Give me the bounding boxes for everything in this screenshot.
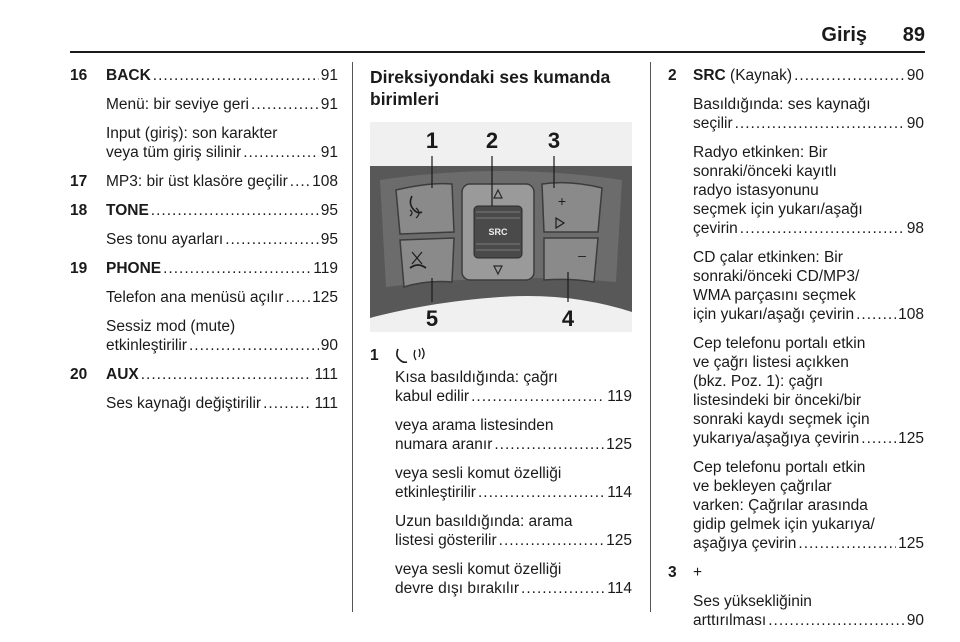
line-text <box>106 394 261 413</box>
toc-line <box>395 483 632 502</box>
hangup-button[interactable] <box>400 238 454 287</box>
sub-line: Radyo etkinken: Bir <box>693 144 828 161</box>
page-title: Giriş <box>821 24 867 46</box>
dot-leader <box>494 435 604 454</box>
dot-leader <box>478 483 605 502</box>
sub-entry <box>106 230 338 249</box>
page-ref[interactable]: 108 <box>898 306 924 323</box>
line-text <box>106 259 161 278</box>
toc-line <box>693 534 924 553</box>
dot-leader <box>225 230 319 249</box>
dot-leader <box>794 66 905 85</box>
sub-last-line: için yukarı/aşağı çevirin <box>693 306 855 323</box>
sub-last-line: Ses tonu ayarları <box>106 231 224 248</box>
sub-line: listesindeki bir önceki/bir <box>693 392 861 409</box>
dot-leader <box>251 95 319 114</box>
entry-19 <box>70 259 338 355</box>
sub-entry <box>395 368 632 406</box>
line-text <box>395 531 497 550</box>
sub-last-line: numara aranır <box>395 436 493 453</box>
sub-line: ve çağrı listesi açıkken <box>693 354 849 371</box>
column-3 <box>668 66 924 640</box>
sub-line: Sessiz mod (mute) <box>106 318 236 335</box>
dot-leader <box>189 336 319 355</box>
sub-last-line: etkinleştirilir <box>106 337 187 354</box>
toc-line <box>693 219 924 238</box>
sub-entry <box>693 458 924 553</box>
sub-line: sonraki kaydı seçmek için <box>693 411 870 428</box>
page-ref[interactable]: 90 <box>906 612 924 629</box>
section-title: Direksiyondaki ses kumanda birimleri <box>370 67 611 109</box>
page-ref[interactable]: 125 <box>312 289 338 306</box>
sub-line: (bkz. Poz. 1): çağrı <box>693 373 824 390</box>
src-label: SRC <box>488 227 508 237</box>
line-text <box>693 611 766 630</box>
page-ref[interactable]: 90 <box>906 67 924 84</box>
column-1 <box>70 66 338 423</box>
entry-body <box>106 259 338 355</box>
dot-leader <box>740 219 905 238</box>
sub-line: Cep telefonu portalı etkin <box>693 335 866 352</box>
sub-last-line: çevirin <box>693 220 738 237</box>
entry-number: 19 <box>70 260 88 277</box>
callout-5: 5 <box>425 306 439 331</box>
sub-line: Kısa basıldığında: çağrı <box>395 369 558 386</box>
page-ref[interactable]: 125 <box>606 532 632 549</box>
page-ref[interactable]: 90 <box>320 337 338 354</box>
dot-leader <box>141 365 313 384</box>
dot-leader <box>290 172 310 191</box>
sub-entry <box>395 560 632 598</box>
sub-last-line: yukarıya/aşağıya çevirin <box>693 430 860 447</box>
page-ref[interactable]: 125 <box>606 436 632 453</box>
entry-keyword: PHONE <box>106 260 162 277</box>
sub-last-line: etkinleştirilir <box>395 484 476 501</box>
toc-line <box>106 172 338 191</box>
entry-body <box>106 201 338 249</box>
toc-line <box>693 611 924 630</box>
sub-last-line: arttırılması <box>693 612 767 629</box>
toc-line <box>106 95 338 114</box>
callout-4: 4 <box>561 306 575 331</box>
item-1 <box>370 346 632 598</box>
line-text <box>693 219 738 238</box>
dot-leader <box>471 387 605 406</box>
page-ref[interactable]: 95 <box>320 202 338 219</box>
entry-body <box>106 172 338 191</box>
line-text <box>693 534 796 553</box>
sub-entry <box>106 288 338 307</box>
page-ref[interactable]: 114 <box>607 580 632 597</box>
sub-entry <box>106 394 338 413</box>
line-text <box>693 114 733 133</box>
plus-label: + <box>557 193 567 209</box>
entry-number: 20 <box>70 366 88 383</box>
minus-label: – <box>578 247 586 263</box>
line-text <box>395 579 519 598</box>
toc-line <box>693 66 924 85</box>
phone-icon <box>397 349 407 362</box>
dot-leader <box>798 534 896 553</box>
sub-entry <box>693 95 924 133</box>
page-ref[interactable]: 111 <box>314 395 338 412</box>
column-divider <box>352 62 353 612</box>
toc-line <box>395 579 632 598</box>
toc-line <box>395 531 632 550</box>
page-ref[interactable]: 91 <box>320 144 338 161</box>
sub-entry <box>693 248 924 324</box>
page-ref[interactable]: 125 <box>898 535 924 552</box>
sub-last-line: Ses kaynağı değiştirilir <box>106 395 262 412</box>
sub-entry <box>106 317 338 355</box>
sub-line: WMA parçasını seçmek <box>693 287 856 304</box>
entry-keyword: AUX <box>106 366 139 383</box>
entry-20 <box>70 365 338 413</box>
callout-1: 1 <box>425 128 439 153</box>
volume-up-button[interactable] <box>542 183 602 232</box>
page-ref[interactable]: 108 <box>312 173 338 190</box>
column-divider <box>650 62 651 612</box>
item-1-icons <box>395 346 632 368</box>
line-text <box>106 172 288 191</box>
sub-entry <box>693 334 924 448</box>
sub-line: radyo istasyonunu <box>693 182 819 199</box>
entry-body <box>693 66 924 553</box>
entry-number: 16 <box>70 67 88 84</box>
entry-2 <box>668 66 924 553</box>
sub-last-line: devre dışı bırakılır <box>395 580 520 597</box>
line-text <box>693 66 792 85</box>
sub-entry <box>106 95 338 114</box>
entry-body <box>106 66 338 162</box>
sub-entry <box>106 124 338 162</box>
sub-last-line: aşağıya çevirin <box>693 535 797 552</box>
callout-2: 2 <box>485 128 499 153</box>
toc-line <box>106 336 338 355</box>
entry-keyword: BACK <box>106 67 151 84</box>
phone-button[interactable] <box>396 184 454 234</box>
sub-line: veya arama listesinden <box>395 417 554 434</box>
toc-line <box>395 435 632 454</box>
toc-line <box>106 288 338 307</box>
toc-line <box>106 143 338 162</box>
line-text <box>693 429 859 448</box>
page-ref[interactable]: 91 <box>320 96 338 113</box>
entry-keyword: TONE <box>106 202 149 219</box>
dot-leader <box>263 394 312 413</box>
sub-line: CD çalar etkinken: Bir <box>693 249 843 266</box>
dot-leader <box>151 201 319 220</box>
steering-controls-illustration <box>370 122 632 332</box>
toc-line <box>693 305 924 324</box>
sub-line: ve bekleyen çağrılar <box>693 478 832 495</box>
page-ref[interactable]: 111 <box>314 366 338 383</box>
line-text <box>395 435 492 454</box>
line-text <box>106 365 139 384</box>
sub-line: varken: Çağrılar arasında <box>693 497 868 514</box>
line-text <box>106 230 223 249</box>
sub-entry <box>395 416 632 454</box>
toc-line <box>693 429 924 448</box>
page-ref[interactable]: 125 <box>898 430 924 447</box>
dot-leader <box>243 143 319 162</box>
page-ref[interactable]: 119 <box>607 388 632 405</box>
sub-line: Ses yüksekliğinin <box>693 593 812 610</box>
entry-keyword: SRC <box>693 67 726 84</box>
page-ref[interactable]: 114 <box>607 484 632 501</box>
sub-entry <box>693 143 924 238</box>
sub-last-line: veya tüm giriş silinir <box>106 144 242 161</box>
page-number: 89 <box>902 24 925 46</box>
line-text <box>693 305 854 324</box>
sub-entry <box>395 512 632 550</box>
sub-last-line: Menü: bir seviye geri <box>106 96 250 113</box>
column-2 <box>370 66 632 608</box>
toc-line <box>395 387 632 406</box>
line-text <box>395 483 476 502</box>
dot-leader <box>499 531 604 550</box>
volume-down-button[interactable] <box>544 238 598 282</box>
dot-leader <box>856 305 896 324</box>
line-text <box>395 387 469 406</box>
page-ref[interactable]: 98 <box>906 220 924 237</box>
page-ref[interactable]: 90 <box>906 115 924 132</box>
entry-body <box>693 563 924 630</box>
line-text <box>106 288 284 307</box>
sub-entry <box>693 592 924 630</box>
sub-line: Input (giriş): son karakter <box>106 125 278 142</box>
entry-body <box>106 365 338 413</box>
toc-line <box>106 66 338 85</box>
entry-symbol: + <box>693 564 703 581</box>
toc-line <box>106 394 338 413</box>
dot-leader <box>286 288 311 307</box>
sub-line: Uzun basıldığında: arama <box>395 513 573 530</box>
dot-leader <box>735 114 905 133</box>
entry-text: MP3: bir üst klasöre geçilir <box>106 173 288 190</box>
header-rule <box>70 51 925 53</box>
line-text <box>106 143 241 162</box>
dot-leader <box>163 259 311 278</box>
dot-leader <box>521 579 605 598</box>
entry-16 <box>70 66 338 162</box>
sub-entry <box>395 464 632 502</box>
sub-line: veya sesli komut özelliği <box>395 465 562 482</box>
sub-last-line: listesi gösterilir <box>395 532 497 549</box>
entry-number: 18 <box>70 202 88 219</box>
toc-line <box>106 230 338 249</box>
sub-line: veya sesli komut özelliği <box>395 561 562 578</box>
page-ref[interactable]: 91 <box>320 67 338 84</box>
toc-line <box>693 114 924 133</box>
voice-command-icon <box>414 348 424 360</box>
entry-number: 17 <box>70 173 88 190</box>
page-ref[interactable]: 119 <box>313 260 338 277</box>
line-text <box>106 66 151 85</box>
toc-line <box>106 365 338 384</box>
entry-number: 3 <box>668 564 677 581</box>
callout-3: 3 <box>547 128 561 153</box>
page-header <box>70 22 925 50</box>
entry-number: 2 <box>668 67 677 84</box>
page-ref[interactable]: 95 <box>320 231 338 248</box>
steering-wheel-controls-figure <box>370 122 632 332</box>
sub-line: Basıldığında: ses kaynağı <box>693 96 871 113</box>
line-text <box>106 201 149 220</box>
entry-head <box>693 563 924 582</box>
sub-last-line: seçilir <box>693 115 733 132</box>
entry-18 <box>70 201 338 249</box>
sub-line: sonraki/önceki CD/MP3/ <box>693 268 860 285</box>
toc-line <box>106 201 338 220</box>
dot-leader <box>153 66 319 85</box>
dot-leader <box>768 611 905 630</box>
entry-17 <box>70 172 338 191</box>
dot-leader <box>861 429 896 448</box>
sub-line: Cep telefonu portalı etkin <box>693 459 866 476</box>
sub-line: gidip gelmek için yukarıya/ <box>693 516 875 533</box>
sub-last-line: kabul edilir <box>395 388 470 405</box>
sub-line: sonraki/önceki kayıtlı <box>693 163 837 180</box>
toc-line <box>106 259 338 278</box>
line-text <box>106 336 187 355</box>
item-number: 1 <box>370 347 379 364</box>
sub-last-line: Telefon ana menüsü açılır <box>106 289 284 306</box>
entry-text: (Kaynak) <box>730 67 793 84</box>
sub-line: seçmek için yukarı/aşağı <box>693 201 863 218</box>
entry-3 <box>668 563 924 630</box>
line-text <box>106 95 249 114</box>
